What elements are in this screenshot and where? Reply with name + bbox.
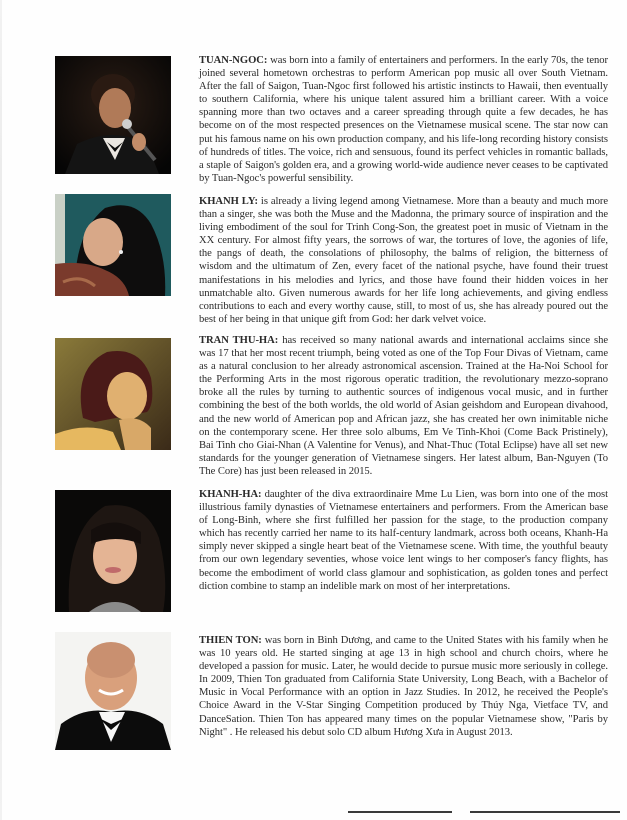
khanh-ly-portrait [55,194,171,296]
bio-name: TUAN-NGOC: [199,55,268,66]
tran-thu-ha-portrait [55,338,171,450]
page-binding-edge [0,0,2,820]
bio-name: KHANH LY: [199,196,258,207]
footer-rule-left [348,811,452,813]
khanh-ha-portrait [55,490,171,612]
bio-body: has received so many national awards and international acclaims since she was 17 that her most recent triumph, being voted as one of the Top Four Divas of Vietnam, came as a natural conclusion to her already astronomical ascension. Trained at the Ha-Noi School for the Performing Arts in the most rigorous operatic tradition, the revolutionary mezzo-soprano broke all the rules by turning to authentic sources of indigenous vocal music, and in further combining the best of the both worlds, the old world of Asian geishdom and European divahood, and the new world of American pop and African jazz, she has created her own inimitable niche on the contemporary scene. Her three solo albums, Em Ve Tinh-Khoi (Come Back Pristinely), Bai Tinh cho Giai-Nhan (A Valentine for Venus), and Nhat-Thuc (Total Eclipse) have all set new standards for the younger generation of Vietnamese singers. Her latest album, Ban-Nguyen (To The Core) has just been released in 2015. [199,335,608,477]
bio-body: is already a living legend among Vietnamese. More than a beauty and much more than a singer, she was both the Muse and the Madonna, the primary source of inspiration and the living embodiment of the soul for Trinh Cong-Son, the greatest poet in music of Vietnam in the XX century. For almost fifty years, the sorrows of war, the tortures of love, the agonies of life, the pangs of death, the consolations of philosophy, the balms of religion, the bitterness of wisdom and the ultimatum of Zen, every facet of the national psyche, have found their truest manifestations in his melodies and lyrics, and those have found their hidden voices in her unmatchable alto. Given numerous awards for her life long achievements, and giving endless contributions to each and every worthy cause, still, to most of us, she has already poured out the best of her being in that unique gift from God: her dark velvet voice. [199,196,608,325]
footer-rule-right [470,811,620,813]
bio-text [199,488,608,593]
bio-name: TRAN THU-HA: [199,335,279,346]
bio-name: THIEN TON: [199,635,262,646]
bio-body: was born into a family of entertainers and performers. In the early 70s, the tenor joined several hometown orchestras to perform American pop music all over South Vietnam. After the fall of Saigon, Tuan-Ngoc first followed his artistic instincts to Hawaii, then eventually to southern California, where his unique talent assured him a brilliant career. With a voice spanning more than two octaves and a career spreading through quite a few decades, he has become on of the most respected presences on the Vietnamese musical scene. The star now can put his famous name on his own production company, and his life-long recording history consists of hundreds of titles. The voice, rich and sensuous, found its perfect vehicles in romantic ballads, a staple of Saigon's golden era, and a growing world-wide audience never ceases to be captivated by Tuan-Ngoc's powerful sensibility. [199,55,608,184]
tuan-ngoc-portrait [55,56,171,174]
bio-body: daughter of the diva extraordinaire Mme Lu Lien, was born into one of the most illustrious family dynasties of Vietnamese entertainers and performers. From the American base of Long-Binh, where she first fulfilled her passion for the stage, to the production company which has recently carried her name to its half-century landmark, across both oceans, Khanh-Ha simply never skipped a single heart beat of the Vietnamese scene. With time, the youthful beauty from our own legendary seventies, whose voice lent wings to her composer's fancy flights, has become the embodiment of world class glamour and sophistication, as golden tones and perfect diction combine to stamp an indelible mark on most of her interpretations. [199,489,608,592]
bio-text [199,334,608,478]
bio-text [199,54,608,185]
bio-text [199,634,608,739]
thien-ton-portrait [55,632,171,750]
bio-text [199,195,608,326]
bio-body: was born in Bình Dương, and came to the United States with his family when he was 10 years old. He started singing at age 13 in high school and church choirs, where he developed a passion for music. Later, he would decide to pursue music more seriously in college. In 2009, Thien Ton graduated from California State University, Long Beach, with a Bachelor of Music in Vocal Performance with an option in Jazz Studies. In 2012, he received the People's Choice Award in the V-Star Singing Competition produced by Thúy Nga, Vietface TV, and DanceSation. Thien Ton has appeared many times on the popular Vietnamese show, "Paris by Night" . He released his debut solo CD album Hương Xưa in August 2013. [199,635,608,738]
bio-name: KHANH-HA: [199,489,262,500]
